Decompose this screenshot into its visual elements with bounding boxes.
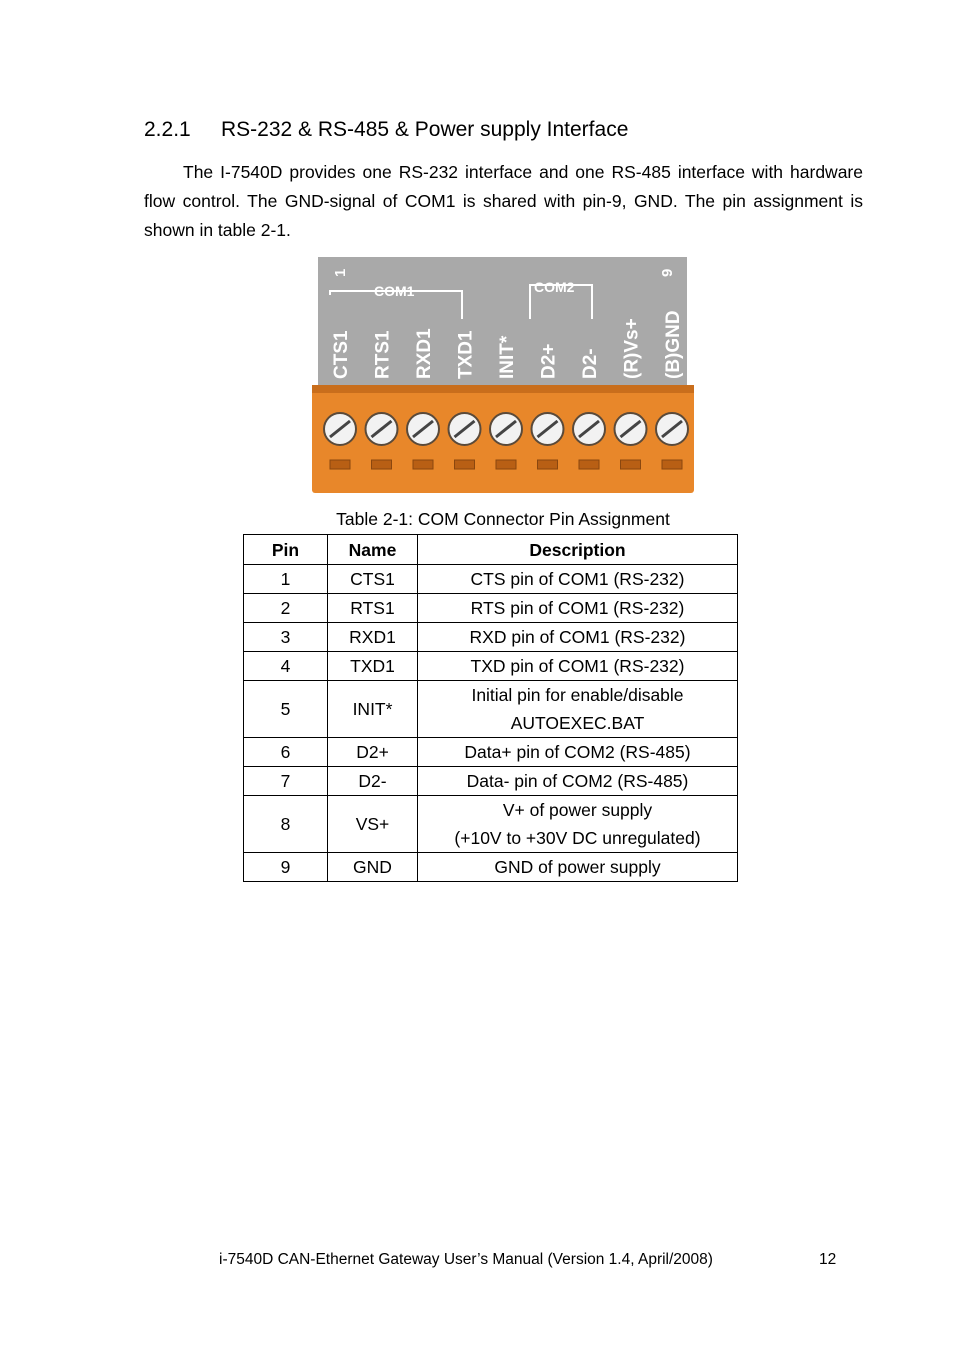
description-line: V+ of power supply [502, 800, 653, 820]
intro-paragraph: The I-7540D provides one RS-232 interface and one RS-485 interface with hardware flow control. The GND-signal of COM1 is shared with pin-9, GND. The pin assignment is shown in table 2-1. [144, 162, 863, 240]
cell-name: CTS1 [328, 565, 418, 594]
description-line: Data- pin of COM2 (RS-485) [466, 771, 689, 791]
pin-label: D2+ [538, 343, 560, 379]
cell-pin: 5 [244, 681, 328, 738]
com1-label: COM1 [374, 283, 415, 299]
cell-pin: 8 [244, 796, 328, 853]
pin-label: RTS1 [372, 330, 394, 379]
cell-description [418, 594, 738, 623]
table-row [244, 767, 738, 796]
wire-slot [330, 460, 350, 469]
table-row [244, 594, 738, 623]
cell-description [418, 853, 738, 882]
pin-label: CTS1 [331, 330, 352, 379]
pin-number-first: 1 [332, 268, 349, 277]
connector-photo [312, 257, 694, 493]
cell-name: D2- [328, 767, 418, 796]
pin-label: (R)Vs+ [621, 318, 643, 379]
pin-assignment-table [243, 534, 738, 882]
wire-slot [662, 460, 682, 469]
table-row [244, 652, 738, 681]
pin-label: (B)GND [663, 310, 684, 379]
page-number: 12 [819, 1251, 837, 1268]
cell-description [418, 652, 738, 681]
pin-number-last: 9 [659, 268, 676, 277]
table-caption: Table 2-1: COM Connector Pin Assignment [336, 509, 670, 529]
cell-description [418, 565, 738, 594]
cell-name: D2+ [328, 738, 418, 767]
header-pin: Pin [244, 535, 328, 565]
cell-description [418, 681, 738, 738]
cell-pin: 6 [244, 738, 328, 767]
cell-name: GND [328, 853, 418, 882]
table-header-row [244, 535, 738, 565]
cell-name: RXD1 [328, 623, 418, 652]
description-line: RXD pin of COM1 (RS-232) [469, 627, 686, 647]
cell-description [418, 796, 738, 853]
cell-description [418, 623, 738, 652]
cell-name: VS+ [328, 796, 418, 853]
wire-slot [455, 460, 475, 469]
com2-label: COM2 [534, 279, 575, 295]
description-line: (+10V to +30V DC unregulated) [454, 828, 701, 848]
description-line: Data+ pin of COM2 (RS-485) [464, 742, 691, 762]
section-title: RS-232 & RS-485 & Power supply Interface [221, 118, 629, 141]
cell-pin: 7 [244, 767, 328, 796]
description-line: AUTOEXEC.BAT [510, 713, 645, 733]
cell-name: INIT* [328, 681, 418, 738]
wire-slot [538, 460, 558, 469]
wire-slot [372, 460, 392, 469]
cell-pin: 3 [244, 623, 328, 652]
wire-slot [413, 460, 433, 469]
table-row [244, 623, 738, 652]
pin-label: TXD1 [455, 330, 477, 379]
description-line: Initial pin for enable/disable [471, 685, 684, 705]
terminal-block-top-edge [312, 385, 694, 393]
table-row [244, 565, 738, 594]
cell-pin: 9 [244, 853, 328, 882]
description-line: RTS pin of COM1 (RS-232) [470, 598, 685, 618]
table-row [244, 681, 738, 738]
description-line: GND of power supply [494, 857, 661, 877]
cell-name: RTS1 [328, 594, 418, 623]
table-row [244, 853, 738, 882]
header-name: Name [328, 535, 418, 565]
description-line: TXD pin of COM1 (RS-232) [470, 656, 685, 676]
cell-pin: 2 [244, 594, 328, 623]
table-row [244, 738, 738, 767]
header-description: Description [418, 535, 738, 565]
pin-label: RXD1 [414, 328, 435, 379]
wire-slot [621, 460, 641, 469]
section-heading [144, 118, 628, 142]
section-number: 2.2.1 [144, 118, 191, 141]
wire-slot [496, 460, 516, 469]
footer-text: i-7540D CAN-Ethernet Gateway User’s Manual (Version 1.4, April/2008) [219, 1251, 713, 1268]
pin-label: INIT* [497, 335, 518, 379]
description-line: CTS pin of COM1 (RS-232) [470, 569, 685, 589]
cell-pin: 4 [244, 652, 328, 681]
wire-slot [579, 460, 599, 469]
cell-pin: 1 [244, 565, 328, 594]
cell-description [418, 738, 738, 767]
table-row [244, 796, 738, 853]
cell-description [418, 767, 738, 796]
pin-label: D2- [580, 348, 601, 379]
cell-name: TXD1 [328, 652, 418, 681]
